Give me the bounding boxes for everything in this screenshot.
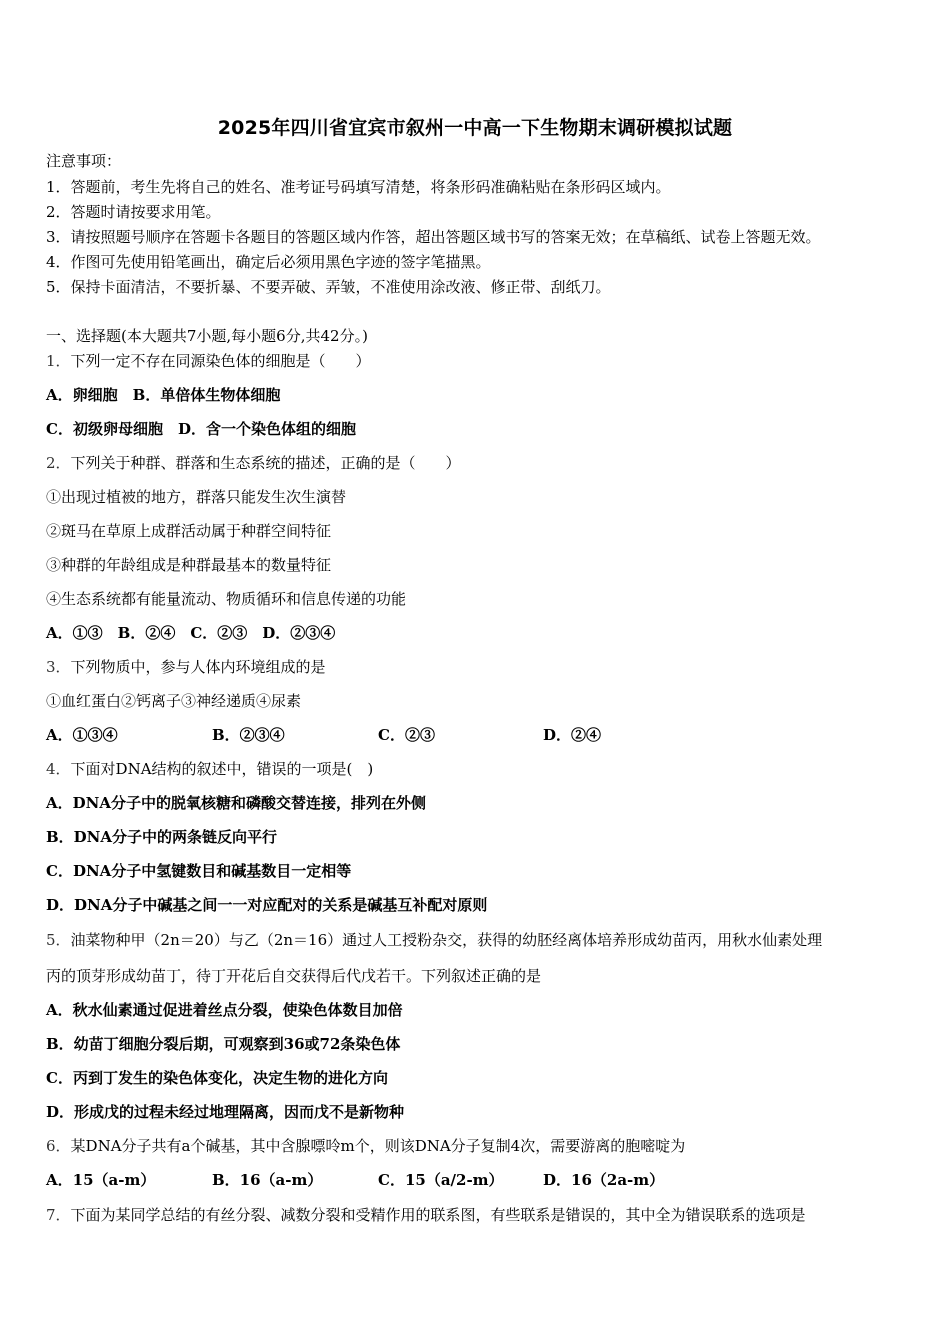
question-text: 下面对DNA结构的叙述中，错误的一项是( ) — [70, 760, 374, 778]
question-5-option-d: D．形成戊的过程未经过地理隔离，因而戊不是新物种 — [46, 1103, 405, 1121]
question-1-options-row1: A．卵细胞 B．单倍体生物体细胞 — [46, 386, 281, 404]
question-text: 下列关于种群、群落和生态系统的描述，正确的是（ ） — [70, 454, 461, 472]
question-number: 4． — [46, 760, 71, 778]
question-6-option-b: B．16（a-m） — [212, 1171, 323, 1189]
notice-item: 1．答题前，考生先将自己的姓名、准考证号码填写清楚，将条形码准确粘贴在条形码区域内。 — [46, 178, 671, 196]
question-6-option-c: C．15（a/2-m） — [378, 1171, 504, 1189]
question-text: 某DNA分子共有a个碱基，其中含腺嘌呤m个，则该DNA分子复制4次，需要游离的胞嘧啶为 — [70, 1137, 686, 1155]
question-2-statement: ①出现过植被的地方，群落只能发生次生演替 — [46, 488, 347, 506]
question-number: 6． — [46, 1137, 71, 1155]
question-5-stem-continued: 丙的顶芽形成幼苗丁，待丁开花后自交获得后代戊若干。下列叙述正确的是 — [46, 967, 542, 985]
question-5-option-a: A．秋水仙素通过促进着丝点分裂，使染色体数目加倍 — [46, 1001, 403, 1019]
question-2-stem — [46, 453, 461, 473]
question-2-statement: ③种群的年龄组成是种群最基本的数量特征 — [46, 556, 332, 574]
question-3-option-d: D．②④ — [543, 726, 602, 744]
section-heading: 一、选择题(本大题共7小题,每小题6分,共42分。) — [46, 327, 368, 345]
notice-item: 2．答题时请按要求用笔。 — [46, 203, 221, 221]
question-6-option-a: A．15（a-m） — [46, 1171, 156, 1189]
question-5-option-b: B．幼苗丁细胞分裂后期，可观察到36或72条染色体 — [46, 1035, 401, 1053]
question-text: 下列一定不存在同源染色体的细胞是（ ） — [70, 352, 371, 370]
question-2-statement: ④生态系统都有能量流动、物质循环和信息传递的功能 — [46, 590, 407, 608]
question-7-stem — [46, 1205, 806, 1225]
question-5-option-c: C．丙到丁发生的染色体变化，决定生物的进化方向 — [46, 1069, 388, 1087]
question-3-items: ①血红蛋白②钙离子③神经递质④尿素 — [46, 692, 302, 710]
notice-heading: 注意事项： — [46, 152, 122, 170]
question-5-stem — [46, 930, 822, 950]
question-text: 油菜物种甲（2n＝20）与乙（2n＝16）通过人工授粉杂交，获得的幼胚经离体培养形成幼苗丙，用秋水仙素处理 — [70, 931, 823, 949]
question-3-stem — [46, 657, 326, 677]
question-text: 下面为某同学总结的有丝分裂、减数分裂和受精作用的联系图，有些联系是错误的，其中全为错误联系的选项是 — [70, 1206, 806, 1224]
question-6-stem — [46, 1136, 685, 1156]
question-6-option-d: D．16（2a-m） — [543, 1171, 665, 1189]
question-number: 1． — [46, 352, 71, 370]
notice-item: 3．请按照题号顺序在答题卡各题目的答题区域内作答，超出答题区域书写的答案无效；在草稿纸、试卷上答题无效。 — [46, 228, 821, 246]
question-4-stem — [46, 759, 373, 779]
question-number: 2． — [46, 454, 71, 472]
question-1-options-row2: C．初级卵母细胞 D．含一个染色体组的细胞 — [46, 420, 356, 438]
question-4-option-b: B．DNA分子中的两条链反向平行 — [46, 828, 278, 846]
question-3-option-a: A．①③④ — [46, 726, 118, 744]
question-text: 下列物质中，参与人体内环境组成的是 — [70, 658, 326, 676]
question-3-option-b: B．②③④ — [212, 726, 285, 744]
question-1-stem — [46, 351, 371, 371]
question-4-option-c: C．DNA分子中氢键数目和碱基数目一定相等 — [46, 862, 352, 880]
question-number: 3． — [46, 658, 71, 676]
question-number: 7． — [46, 1206, 71, 1224]
question-2-statement: ②斑马在草原上成群活动属于种群空间特征 — [46, 522, 332, 540]
notice-item: 5．保持卡面清洁，不要折暴、不要弄破、弄皱，不准使用涂改液、修正带、刮纸刀。 — [46, 278, 611, 296]
page-title: 2025年四川省宜宾市叙州一中高一下生物期末调研模拟试题 — [217, 117, 733, 139]
question-2-options: A．①③ B．②④ C．②③ D．②③④ — [46, 624, 336, 642]
question-4-option-a: A．DNA分子中的脱氧核糖和磷酸交替连接，排列在外侧 — [46, 794, 426, 812]
notice-item: 4．作图可先使用铅笔画出，确定后必须用黑色字迹的签字笔描黑。 — [46, 253, 491, 271]
question-3-option-c: C．②③ — [378, 726, 435, 744]
question-4-option-d: D．DNA分子中碱基之间一一对应配对的关系是碱基互补配对原则 — [46, 896, 488, 914]
question-number: 5． — [46, 931, 71, 949]
